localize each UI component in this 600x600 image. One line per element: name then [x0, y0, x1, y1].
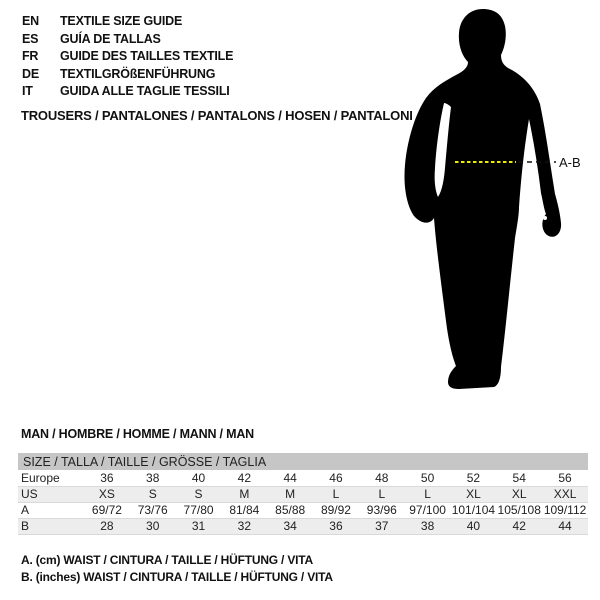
footnote-b: B. (inches) WAIST / CINTURA / TAILLE / HÜFTUNG / VITA	[21, 570, 333, 584]
language-row-it	[22, 83, 233, 101]
size-cell: S	[130, 486, 176, 502]
size-cell: 44	[267, 470, 313, 486]
size-cell: 40	[176, 470, 222, 486]
language-label: TEXTILE SIZE GUIDE	[60, 14, 183, 28]
size-cell: L	[313, 486, 359, 502]
language-code: FR	[22, 49, 39, 63]
language-label: TEXTILGRÖßENFÜHRUNG	[60, 66, 216, 81]
size-cell: 52	[451, 470, 497, 486]
footnote-a: A. (cm) WAIST / CINTURA / TAILLE / HÜFTUNG / VITA	[21, 553, 313, 567]
size-cell: 85/88	[267, 502, 313, 518]
size-cell: 56	[542, 470, 588, 486]
language-code: EN	[22, 14, 39, 28]
man-silhouette-figure	[398, 5, 583, 390]
size-cell: 69/72	[84, 502, 130, 518]
size-cell: 37	[359, 518, 405, 534]
measure-label-ab: A-B	[559, 155, 581, 170]
size-cell: 28	[84, 518, 130, 534]
size-cell: M	[221, 486, 267, 502]
size-cell: 109/112	[543, 503, 587, 517]
size-cell: 42	[221, 470, 267, 486]
size-table-header: SIZE / TALLA / TAILLE / GRÖSSE / TAGLIA	[18, 453, 588, 470]
row-label: B	[18, 518, 84, 534]
table-row-us	[18, 486, 588, 502]
language-code: DE	[22, 66, 39, 81]
size-cell: 54	[496, 470, 542, 486]
size-cell: 38	[405, 518, 451, 534]
size-cell: 34	[267, 518, 313, 534]
table-row-europe	[18, 470, 588, 486]
size-cell: 101/104	[451, 503, 496, 517]
language-list	[22, 13, 233, 101]
size-cell: 77/80	[176, 502, 222, 518]
size-cell: XL	[451, 486, 497, 502]
table-row-b-inches	[18, 518, 588, 534]
footnotes	[21, 552, 333, 586]
language-code: ES	[22, 31, 39, 46]
size-cell: 32	[221, 518, 267, 534]
table-row-a-cm	[18, 502, 588, 518]
language-row-es	[22, 31, 233, 49]
language-row-en	[22, 13, 233, 31]
size-cell: 36	[84, 470, 130, 486]
size-cell: 46	[313, 470, 359, 486]
size-cell: XXL	[542, 486, 588, 502]
size-cell: S	[176, 486, 222, 502]
language-code: IT	[22, 84, 33, 98]
size-cell: 38	[130, 470, 176, 486]
size-cell: 93/96	[359, 502, 405, 518]
size-cell: 44	[542, 518, 588, 534]
size-cell: 89/92	[313, 502, 359, 518]
size-cell: 30	[130, 518, 176, 534]
size-cell: 31	[176, 518, 222, 534]
language-label: GUIDA ALLE TAGLIE TESSILI	[60, 84, 230, 98]
size-cell: 40	[451, 518, 497, 534]
size-cell: 73/76	[130, 502, 176, 518]
size-cell: XL	[496, 486, 542, 502]
size-table	[18, 453, 588, 535]
size-table-header-row	[18, 453, 588, 470]
language-row-de	[22, 66, 233, 84]
size-cell: 36	[313, 518, 359, 534]
man-silhouette-icon	[398, 5, 583, 390]
language-label: GUIDE DES TAILLES TEXTILE	[60, 49, 234, 63]
row-label: A	[18, 502, 84, 518]
size-cell: XS	[84, 486, 130, 502]
size-cell: 50	[405, 470, 451, 486]
garment-category-title: TROUSERS / PANTALONES / PANTALONS / HOSEN / PANTALONI	[21, 108, 413, 123]
size-cell: 81/84	[221, 502, 267, 518]
language-label: GUÍA DE TALLAS	[60, 31, 161, 46]
size-cell: 48	[359, 470, 405, 486]
language-row-fr	[22, 48, 233, 66]
size-cell: M	[267, 486, 313, 502]
size-cell: L	[405, 486, 451, 502]
size-cell: 105/108	[497, 503, 541, 517]
row-label: Europe	[18, 470, 84, 486]
size-cell: 42	[496, 518, 542, 534]
row-label: US	[18, 486, 84, 502]
section-title-man: MAN / HOMBRE / HOMME / MANN / MAN	[21, 427, 254, 441]
size-cell: L	[359, 486, 405, 502]
size-cell: 97/100	[405, 502, 451, 518]
